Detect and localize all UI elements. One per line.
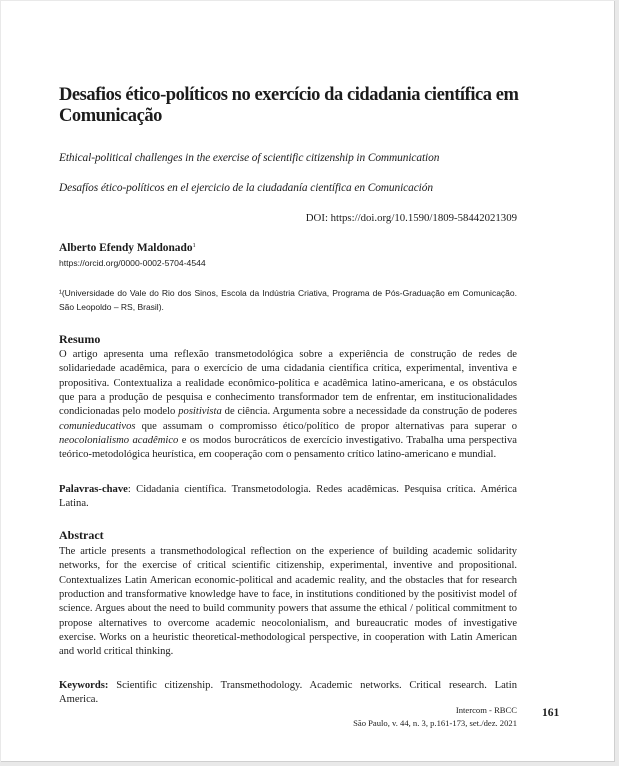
palavras-chave-list: : Cidadania científica. Transmetodologia. Redes acadêmicas. Pesquisa crítica. América Latina. <box>59 484 517 510</box>
author-affiliation: ¹(Universidade do Vale do Rio dos Sinos, Escola da Indústria Criativa, Programa de Pós-Graduação em Comunicação. São Leopoldo – RS, Brasil). <box>59 288 517 313</box>
abstract-heading: Abstract <box>59 528 104 542</box>
footer-journal-name: Intercom - RBCC <box>455 705 517 715</box>
footer-issue-info: São Paulo, v. 44, n. 3, p.161-173, set./dez. 2021 <box>353 718 517 728</box>
doi-link[interactable]: DOI: https://doi.org/10.1590/1809-58442021309 <box>305 212 517 224</box>
author-orcid-link[interactable]: https://orcid.org/0000-0002-5704-4544 <box>59 258 206 268</box>
keywords <box>59 679 517 708</box>
resumo-text-part1: O artigo apresenta uma reflexão transmetodológica sobre a experiência de construção de redes de solidariedade acadêmica, para o exercício de uma cidadania científica crítica, experimental, inventiva e propositiva. Contextualiza a realidade econômico-política e acadêmica latino-americana, e os obstáculos que para a produção de pesquisa e conhecimento transformador tem de enfrentar, em institucionalidades condicionadas pelo modelo <box>59 349 517 418</box>
abstract-text: The article presents a transmethodological reflection on the experience of building academic solidarity networks, for the exercise of critical scientific citizenship, experimental, inventive and propositional. Contextualizes Latin American economic-political and academic reality, and the obstacles that for research production and transformative knowledge have to face, in institutions conditioned by the positivist model of science. Argues about the need to build community powers that assume the ethical / political commitment to propose alternatives to overcome academic neocolonialism, and bureaucratic modes of investigative exercise. Works on a heuristic theoretical-methodological perspective, in cooperation with Latin American and world critical thinking. <box>59 546 517 658</box>
keywords-list: Scientific citizenship. Transmethodology. Academic networks. Critical research. Latin America. <box>59 680 517 706</box>
article-title: Desafios ético-políticos no exercício da cidadania científica em Comunicação <box>59 85 519 126</box>
resumo-heading: Resumo <box>59 332 101 346</box>
resumo-text <box>59 348 517 463</box>
resumo-text-part3: que assumam o compromisso ético/político de propor alternativas para superar o <box>135 420 517 432</box>
resumo-text-part4: e os modos burocráticos de exercício investigativo. Trabalha uma perspectiva teórico-metodológica heurística, em cooperação com o pensamento crítico latino-americano e mundial. <box>59 435 517 461</box>
author-footnote-marker: 1 <box>192 242 196 249</box>
palavras-chave-label: Palavras-chave <box>59 484 128 495</box>
author-name-text: Alberto Efendy Maldonado <box>59 242 193 254</box>
page-number: 161 <box>542 707 560 719</box>
resumo-emphasis-comunieducativos: comunieducativos <box>59 420 136 432</box>
author-name <box>59 239 196 255</box>
resumo-emphasis-neocolonialismo: neocolonialismo acadêmico <box>59 435 179 447</box>
article-title-spanish: Desafíos ético-políticos en el ejercicio de la ciudadanía científica en Comunicación <box>59 182 433 194</box>
resumo-emphasis-positivista: positivista <box>178 406 222 418</box>
article-title-english: Ethical-political challenges in the exercise of scientific citizenship in Communication <box>59 152 440 164</box>
keywords-label: Keywords: <box>59 680 109 691</box>
resumo-text-part2: de ciência. Argumenta sobre a necessidade da construção de poderes <box>221 406 518 418</box>
journal-page <box>1 1 615 762</box>
palavras-chave <box>59 483 517 512</box>
